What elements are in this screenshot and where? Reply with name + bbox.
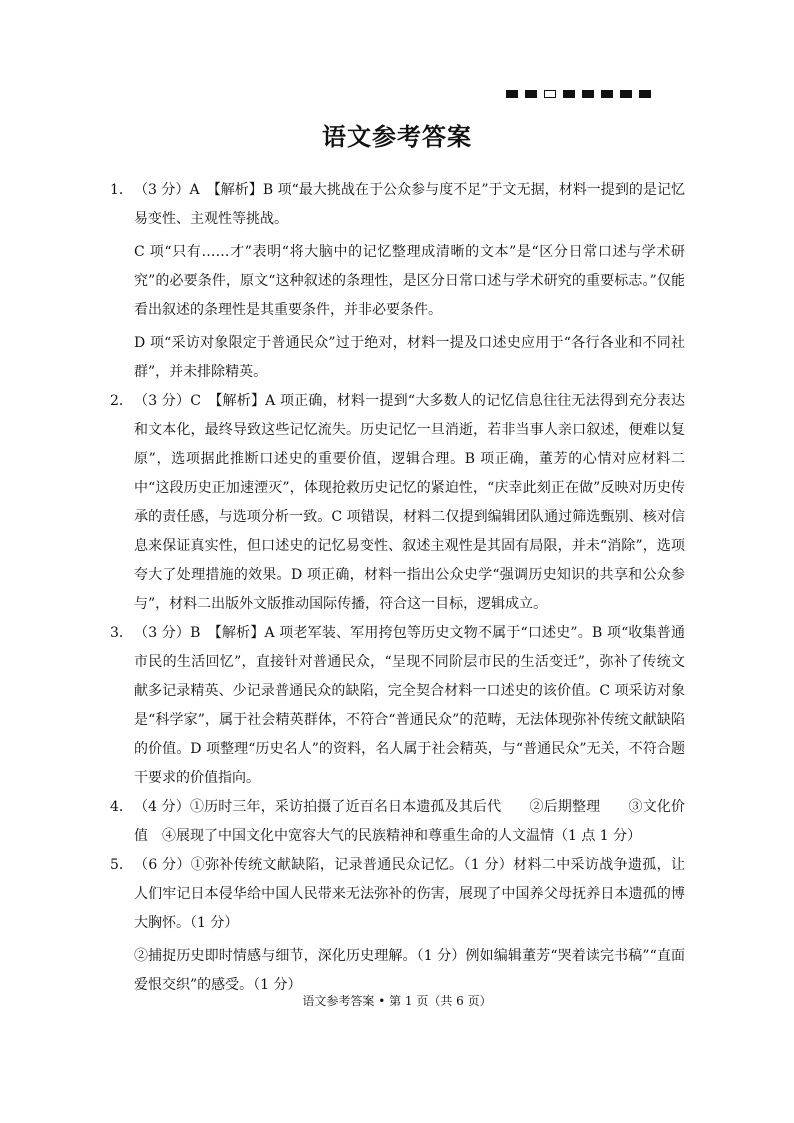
answer-list [110,176,685,1000]
answer-paragraph: （3 分）C 【解析】A 项正确，材料一提到“大多数人的记忆信息往往无法得到充分表达和文本化，最终导致这些记忆流失。历史记忆一旦消逝，若非当事人亲口叙述，便难以复原”，选项据此推断口述史的重要价值，逻辑合理。B 项正确，董芳的心情对应材料二中“这段历史正加速湮灭”，体现抢救历史记忆的紧迫性，“庆幸此刻正在做”反映对历史传承的责任感，与选项分析一致。C 项错误，材料二仅提到编辑团队通过筛选甄别、核对信息来保证真实性，但口述史的记忆易变性、叙述主观性是其固有局限，并未“消除”，选项夸大了处理措施的效果。D 项正确，材料一指出公众史学“强调历史知识的共享和公众参与”，材料二出版外文版推动国际传播，符合这一目标，逻辑成立。 [134,393,685,612]
answer-paragraph: （3 分）A 【解析】B 项“最大挑战在于公众参与度不足”于文无据，材料一提到的是记忆易变性、主观性等挑战。 [134,182,685,227]
header-mark [639,90,651,98]
header-mark [620,90,632,98]
question-number: 2． [110,393,133,409]
question-number: 3． [110,625,133,641]
question-number: 1． [110,182,133,198]
question-number: 5． [110,857,133,873]
header-mark [601,90,613,98]
answer-item [110,176,685,387]
answer-body [134,387,685,619]
answer-paragraph: （6 分）①弥补传统文献缺陷，记录普通民众记忆。（1 分）材料二中采访战争遗孤，让人们牢记日本侵华给中国人民带来无法弥补的伤害，展现了中国养父母抚养日本遗孤的博大胸怀。（1 分） [134,857,685,931]
answer-paragraph: C 项“只有……才”表明“将大脑中的记忆整理成清晰的文本”是“区分日常口述与学术研究”的必要条件，原文“这种叙述的条理性，是区分日常口述与学术研究的重要标志。”仅能看出叙述的条理性是其重要条件，并非必要条件。 [134,244,685,318]
answer-body [134,851,685,1000]
page-title: 语文参考答案 [322,122,472,151]
question-number: 4． [110,799,133,815]
header-marks [506,90,651,98]
answer-body [134,619,685,793]
header-mark [582,90,594,98]
header-mark [544,90,556,98]
answer-item [110,793,685,851]
answer-paragraph: D 项“采访对象限定于普通民众”过于绝对，材料一提及口述史应用于“各行各业和不同社群”，并未排除精英。 [134,335,685,380]
answer-paragraph: （4 分）①历时三年，采访拍摄了近百名日本遗孤及其后代 ②后期整理 ③文化价值 ④展现了中国文化中宽容大气的民族精神和尊重生命的人文温情（1 点 1 分） [134,799,685,844]
answer-paragraph: ②捕捉历史即时情感与细节，深化历史理解。（1 分）例如编辑董芳“哭着读完书稿”“直面爱恨交织”的感受。（1 分） [134,948,685,993]
answer-item [110,851,685,1000]
answer-item [110,619,685,793]
header-mark [525,90,537,98]
answer-item [110,387,685,619]
answer-paragraph: （3 分）B 【解析】A 项老军装、军用挎包等历史文物不属于“口述史”。B 项“收集普通市民的生活回忆”，直接针对普通民众，“呈现不同阶层市民的生活变迁”，弥补了传统文献多记录精英、少记录普通民众的缺陷，完全契合材料一口述史的该价值。C 项采访对象是“科学家”，属于社会精英群体，不符合“普通民众”的范畴，无法体现弥补传统文献缺陷的价值。D 项整理“历史名人”的资料，名人属于社会精英，与“普通民众”无关，不符合题干要求的价值指向。 [134,625,685,786]
header-mark [563,90,575,98]
answer-body [134,793,685,851]
page-footer: 语文参考答案 • 第 1 页（共 6 页） [302,994,492,1008]
answer-body [134,176,685,387]
header-mark [506,90,518,98]
